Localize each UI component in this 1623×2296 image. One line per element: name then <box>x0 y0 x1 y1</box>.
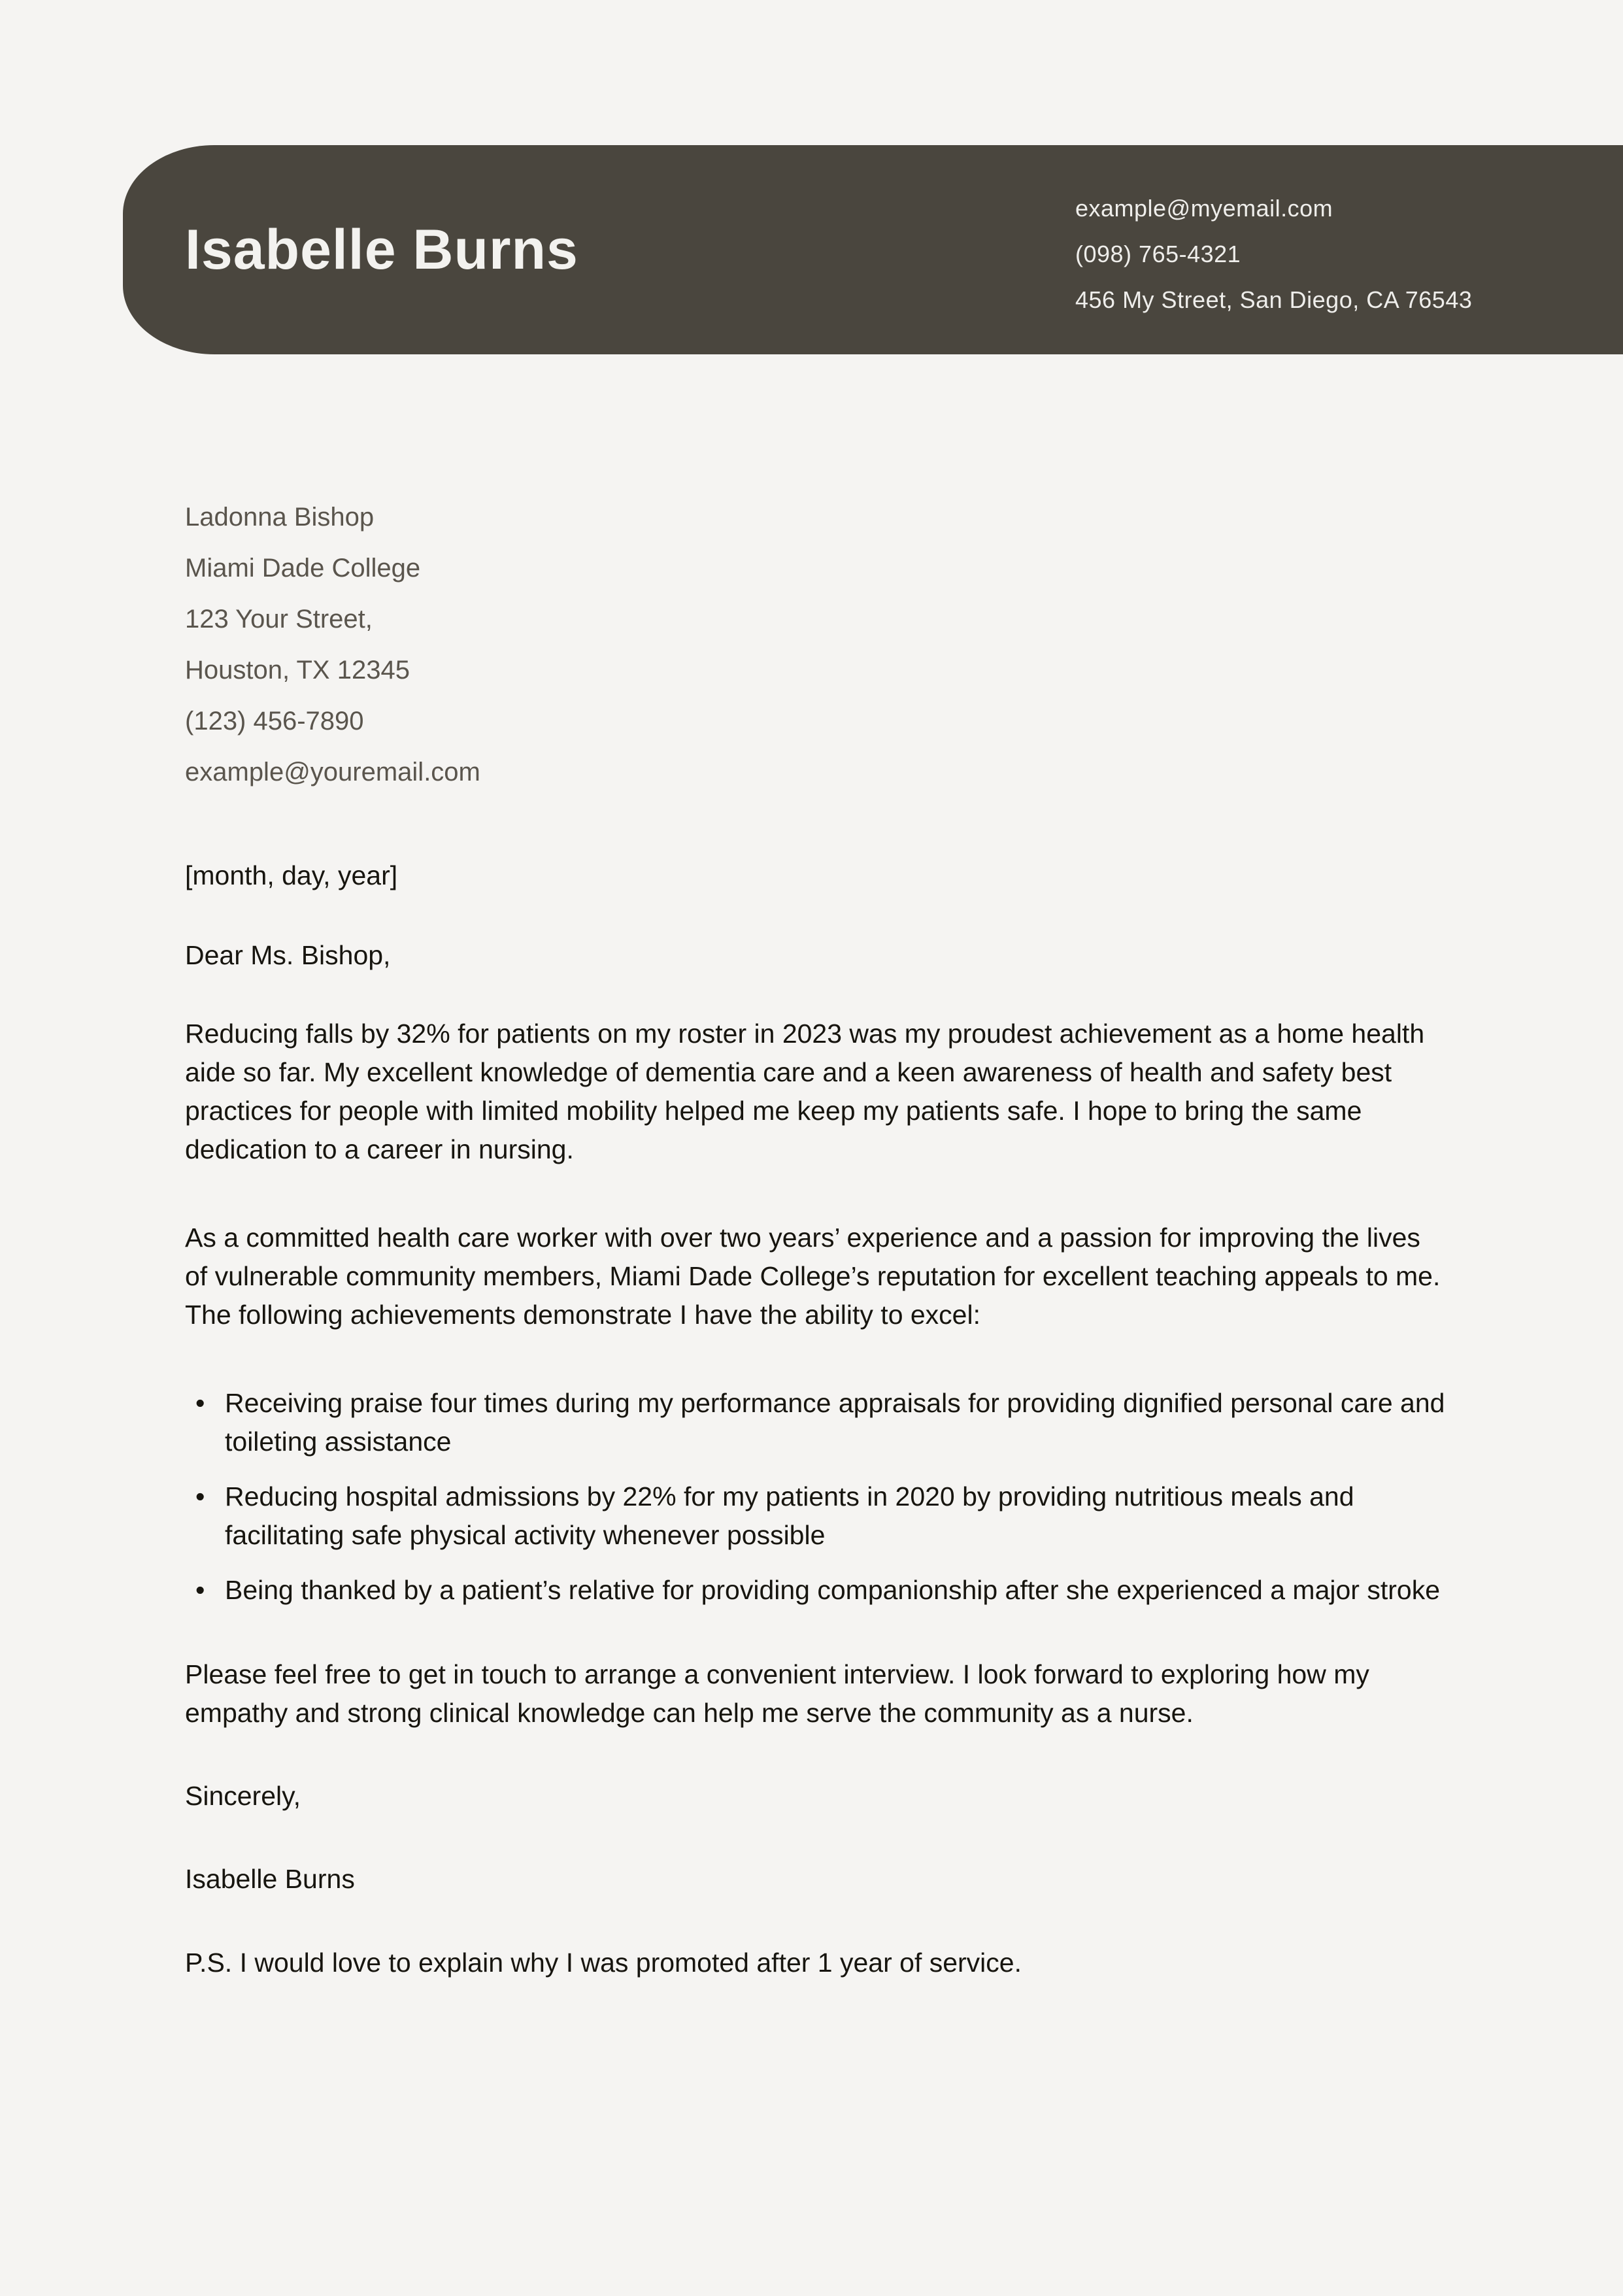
recipient-block <box>185 492 1447 798</box>
signature-name: Isabelle Burns <box>185 1864 355 1894</box>
date-placeholder: [month, day, year] <box>185 860 398 890</box>
letter-content <box>0 354 1623 1982</box>
achievement-item: • Receiving praise four times during my performance appraisals for providing dignified personal care and toileting assistance <box>185 1384 1447 1461</box>
applicant-name: Isabelle Burns <box>185 218 578 281</box>
achievement-item: • Reducing hospital admissions by 22% for my patients in 2020 by providing nutritious meals and facilitating safe physical activity whenever possible <box>185 1477 1447 1555</box>
header-band <box>123 145 1623 354</box>
contact-phone: (098) 765-4321 <box>1075 241 1241 267</box>
recipient-company: Miami Dade College <box>185 554 421 582</box>
recipient-email: example@youremail.com <box>185 758 480 786</box>
contact-address: 456 My Street, San Diego, CA 76543 <box>1075 286 1473 313</box>
body-paragraph-2: As a committed health care worker with over two years’ experience and a passion for improving the lives of vulnerable community members, Miami Dade College’s reputation for excellent teaching appeals to me. The following achievements demonstrate I have the ability to excel: <box>185 1223 1441 1330</box>
header-contact-block <box>1075 186 1472 323</box>
recipient-name: Ladonna Bishop <box>185 503 375 532</box>
body-paragraph-1: Reducing falls by 32% for patients on my roster in 2023 was my proudest achievement as a home health aide so far. My excellent knowledge of dementia care and a keen awareness of health and safety best practices for people with limited mobility helped me keep my patients safe. I hope to bring the same dedication to a career in nursing. <box>185 1019 1425 1164</box>
closing-paragraph: Please feel free to get in touch to arrange a convenient interview. I look forward to exploring how my empathy and strong clinical knowledge can help me serve the community as a nurse. <box>185 1659 1369 1728</box>
signoff-line: Sincerely, <box>185 1781 301 1811</box>
greeting-line: Dear Ms. Bishop, <box>185 940 391 970</box>
recipient-city: Houston, TX 12345 <box>185 656 410 684</box>
achievement-item: • Being thanked by a patient’s relative for providing companionship after she experienced a major stroke <box>185 1571 1447 1610</box>
contact-email: example@myemail.com <box>1075 195 1333 222</box>
recipient-street: 123 Your Street, <box>185 605 373 633</box>
recipient-phone: (123) 456-7890 <box>185 707 364 735</box>
postscript-line: P.S. I would love to explain why I was promoted after 1 year of service. <box>185 1948 1022 1978</box>
achievements-list <box>185 1384 1447 1610</box>
